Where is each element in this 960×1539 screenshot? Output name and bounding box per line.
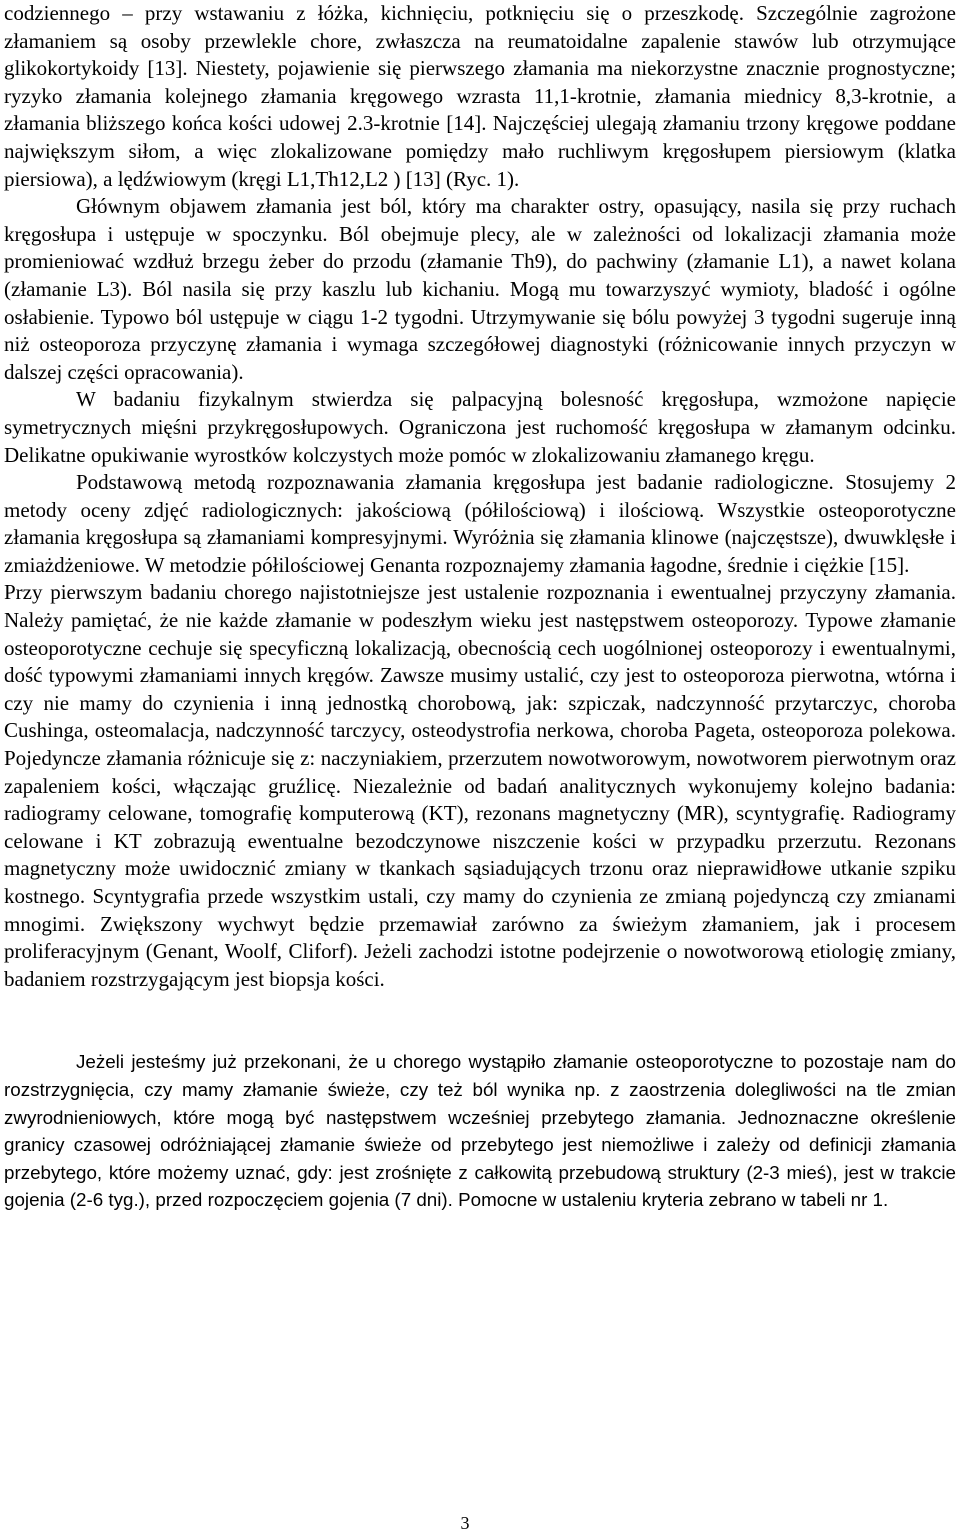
page-number: 3 [460,1513,470,1533]
paragraph-spacer [4,993,956,1048]
paragraph-4: Podstawową metodą rozpoznawania złamania kręgosłupa jest badanie radiologiczne. Stosujemy 2 metody oceny zdjęć radiologicznych: jakościową (półilościową) i ilościową. Wszystkie osteoporotyczne złamania kręgosłupa są złamaniami kompresyjnymi. Wyróżnia się złamania klinowe (najczęstsze), dwuwklęsłe i zmiażdżeniowe. W metodzie półilościowej Genanta rozpoznajemy złamania łagodne, średnie i ciężkie [15]. [4,470,956,577]
paragraph-1: codziennego – przy wstawaniu z łóżka, kichnięciu, potknięciu się o przeszkodę. Szczególnie zagrożone złamaniem są osoby przewlekle chore, zwłaszcza na reumatoidalne zapalenie stawów lub otrzymujące glikokortykoidy [13]. Niestety, pojawienie się pierwszego złamania ma niekorzystne znacznie prognostyczne; ryzyko złamania kolejnego złamania kręgowego wzrasta 11,1-krotnie, złamania miednicy 8,3-krotnie, a złamania bliższego końca kości udowej 2.3-krotnie [14]. Najczęściej ulegają złamaniu trzony kręgowe poddane największym siłom, a więc zlokalizowane pomiędzy mało ruchliwym kręgosłupem piersiowym (klatka piersiowa), a lędźwiowym (kręgi L1,Th12,L2 ) [13] (Ryc. 1). [4,1,956,191]
paragraph-2: Głównym objawem złamania jest ból, który ma charakter ostry, opasujący, nasila się przy ruchach kręgosłupa i ustępuje w spoczynku. Ból obejmuje plecy, ale w zależności od lokalizacji złamania może promieniować wzdłuż brzegu żeber do przodu (złamanie Th9), do pachwiny (złamanie L1), a nawet kolana (złamanie L3). Ból nasila się przy kaszlu lub kichaniu. Mogą mu towarzyszyć wymioty, bladość i ogólne osłabienie. Typowo ból ustępuje w ciągu 1-2 tygodni. Utrzymywanie się bólu powyżej 3 tygodni sugeruje inną niż osteoporoza przyczynę złamania i wymaga szczegółowej diagnostyki (różnicowanie innych przyczyn w dalszej części opracowania). [4,194,956,384]
document-body [4,0,956,1214]
paragraph-3: W badaniu fizykalnym stwierdza się palpacyjną bolesność kręgosłupa, wzmożone napięcie symetrycznych mięśni przykręgosłupowych. Ograniczona jest ruchomość kręgosłupa w złamanym odcinku. Delikatne opukiwanie wyrostków kolczystych może pomóc w zlokalizowaniu złamanego kręgu. [4,387,956,467]
paragraph-6: Jeżeli jesteśmy już przekonani, że u chorego wystąpiło złamanie osteoporotyczne to pozostaje nam do rozstrzygnięcia, czy mamy złamanie świeże, czy też ból wynika np. z zaostrzenia dolegliwości na tle zmian zwyrodnieniowych, które mogą być następstwem wcześniej przebytego złamania. Jednoznaczne określenie granicy czasowej odróżniającej złamanie świeże od przebytego jest niemożliwe i zależy od definicji złamania przebytego, które możemy uznać, gdy: jest zrośnięte z całkowitą przebudową struktury (2-3 mieś), jest w trakcie gojenia (2-6 tyg.), przed rozpoczęciem gojenia (7 dni). Pomocne w ustaleniu kryteria zebrano w tabeli nr 1. [4,1051,956,1211]
paragraph-5: Przy pierwszym badaniu chorego najistotniejsze jest ustalenie rozpoznania i ewentualnej przyczyny złamania. Należy pamiętać, że nie każde złamanie w podeszłym wieku jest następstwem osteoporozy. Typowe złamanie osteoporotyczne cechuje się specyficzną lokalizacją, obecnością cech uogólnionej osteoporozy i ewentualnymi, dość typowymi złamaniami innych kręgów. Zawsze musimy ustalić, czy jest to osteoporoza pierwotna, wtórna i czy nie mamy do czynienia i inną jednostką chorobową, jak: szpiczak, nadczynność przytarczyc, choroba Cushinga, osteomalacja, nadczynność tarczycy, osteodystrofia nerkowa, choroba Pageta, osteoporoza polekowa. Pojedyncze złamania różnicuje się z: naczyniakiem, przerzutem nowotworowym, nowotworem pierwotnym oraz zapaleniem kości, włączając gruźlicę. Niezależnie od badań analitycznych wykonujemy kolejno badania: radiogramy celowane, tomografię komputerową (KT), rezonans magnetyczny (MR), scyntygrafię. Radiogramy celowane i KT zobrazują ewentualne bezodczynowe niszczenie kości w przypadku przerzutu. Rezonans magnetyczny może uwidocznić zmiany w tkankach sąsiadujących trzonu oraz nieprawidłowe utkanie szpiku kostnego. Scyntygrafia przede wszystkim ustali, czy mamy do czynienia ze zmianą pojedynczą czy zmianami mnogimi. Zwiększony wychwyt będzie przemawiał zarówno za świeżym złamaniem, jak i procesem proliferacyjnym (Genant, Woolf, Cliforf). Jeżeli zachodzi istotne podejrzenie o nowotworową etiologię zmiany, badaniem rozstrzygającym jest biopsja kości. [4,580,956,991]
